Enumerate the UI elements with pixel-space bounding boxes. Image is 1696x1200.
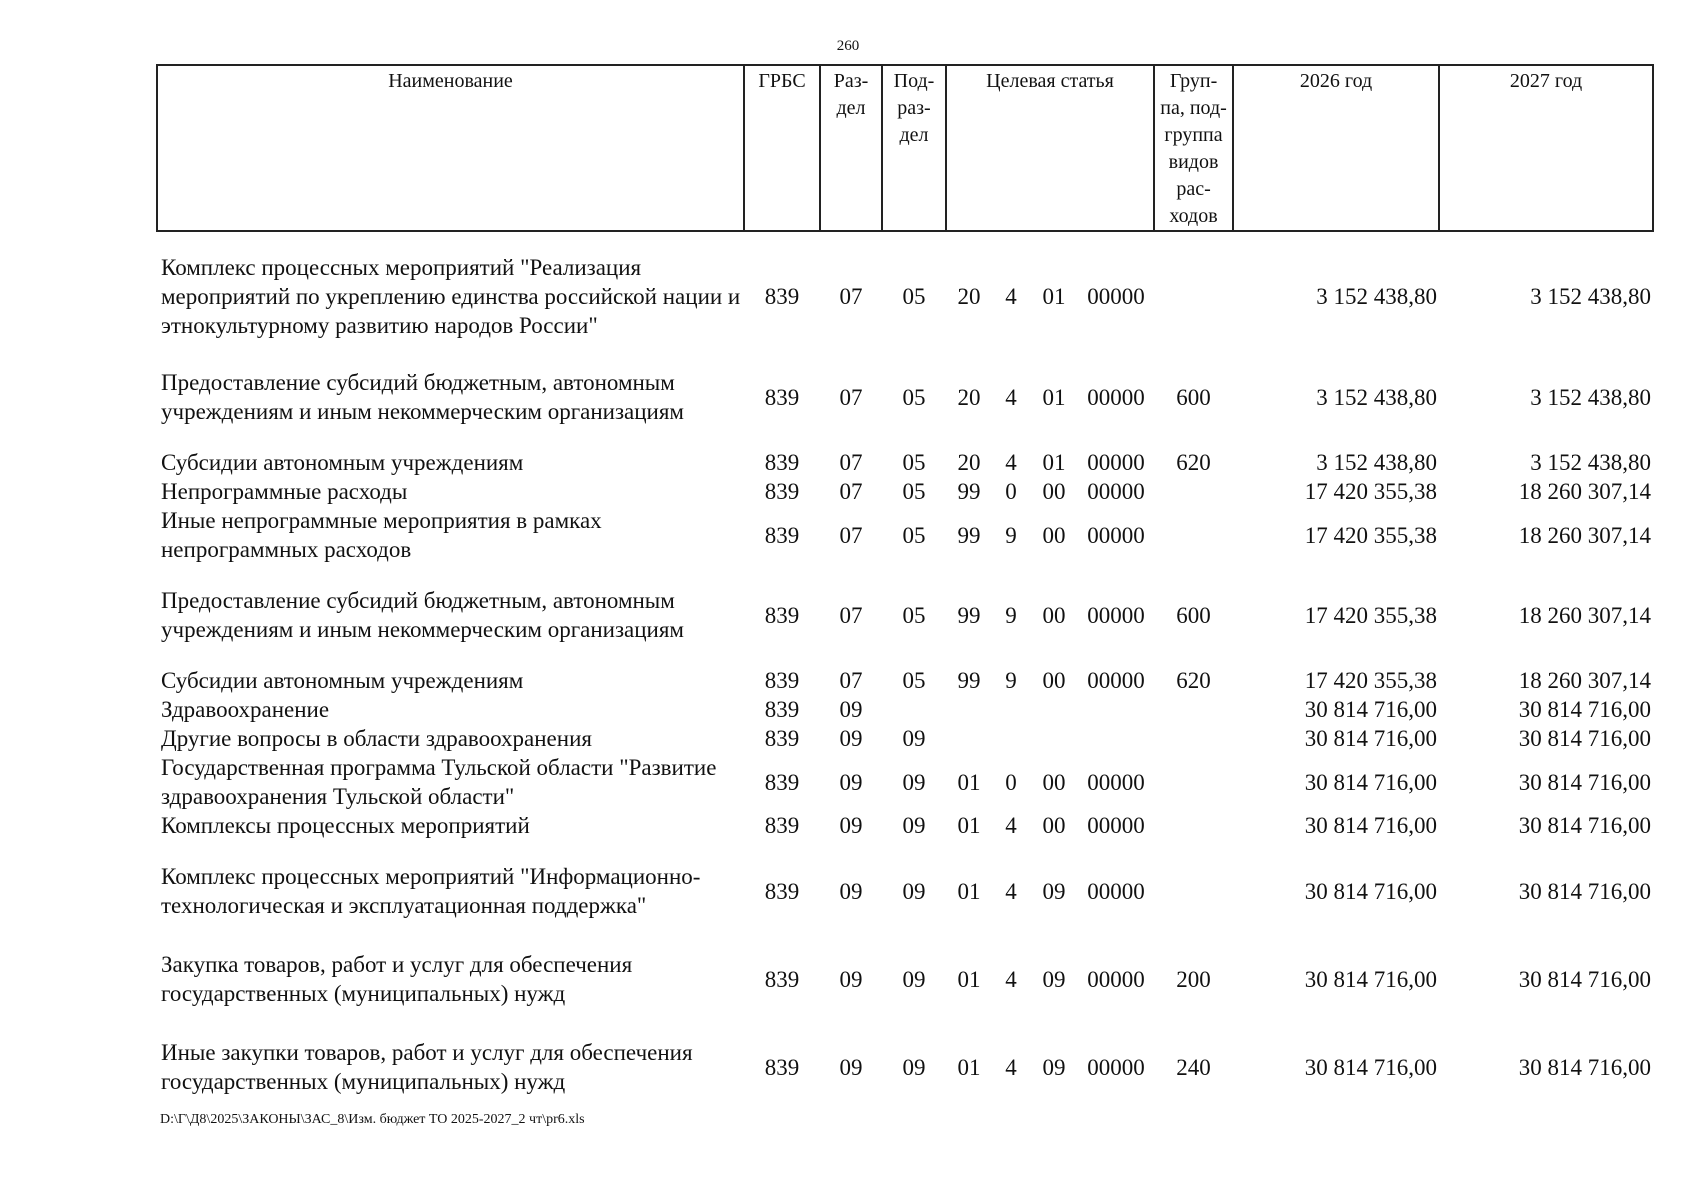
row-target-program: 01 (957, 813, 981, 838)
row-expense-group: 620 (1176, 668, 1211, 693)
table-row (157, 1030, 1653, 1104)
row-expense-group: 240 (1176, 1054, 1211, 1080)
row-amount-2026: 30 814 716,00 (1304, 878, 1438, 904)
row-subsection: 05 (902, 450, 926, 475)
row-name: Комплекс процессных мероприятий "Информационно-технологическая и эксплуатационная поддержка" (161, 864, 701, 918)
row-expense-group (1154, 724, 1233, 753)
row-amount-2027: 3 152 438,80 (1530, 384, 1652, 410)
row-spacer-cell (157, 231, 1653, 246)
row-expense-group: 200 (1176, 966, 1211, 992)
table-row (157, 506, 1653, 564)
row-target-program (946, 724, 992, 753)
row-amount-2027: 30 814 716,00 (1518, 697, 1652, 722)
row-subsection: 09 (902, 1054, 926, 1080)
row-amount-2027: 18 260 307,14 (1518, 479, 1652, 504)
row-subsection: 09 (902, 878, 926, 904)
row-grbs: 839 (764, 966, 800, 992)
row-target-item: 00 (1042, 769, 1066, 795)
row-amount-2026: 3 152 438,80 (1316, 450, 1438, 475)
row-target-item: 00 (1042, 813, 1066, 838)
row-subsection: 05 (902, 668, 926, 693)
table-row (157, 753, 1653, 811)
row-target-direction: 00000 (1087, 966, 1145, 992)
row-subsection: 09 (902, 813, 926, 838)
budget-table (156, 64, 1654, 1104)
row-section: 09 (839, 769, 863, 795)
row-target-type: 4 (1005, 966, 1017, 992)
row-name: Здравоохранение (161, 697, 330, 722)
row-target-type: 9 (1005, 602, 1017, 628)
row-section: 09 (839, 726, 863, 751)
row-target-type: 4 (1005, 450, 1017, 475)
row-subsection: 09 (902, 966, 926, 992)
row-amount-2027: 30 814 716,00 (1518, 726, 1652, 751)
row-amount-2026: 17 420 355,38 (1304, 668, 1438, 693)
row-subsection: 09 (902, 769, 926, 795)
row-section: 07 (839, 283, 863, 309)
page-number: 260 (836, 38, 860, 54)
row-target-program: 20 (957, 450, 981, 475)
table-row (157, 854, 1653, 928)
row-spacer (157, 840, 1653, 854)
row-amount-2026: 30 814 716,00 (1304, 726, 1438, 751)
row-name: Непрограммные расходы (161, 479, 408, 504)
row-section: 09 (839, 813, 863, 838)
row-target-item: 01 (1042, 450, 1066, 475)
row-section: 07 (839, 522, 863, 548)
row-target-item: 00 (1042, 522, 1066, 548)
row-spacer-cell (157, 564, 1653, 578)
file-path-footer: D:\Г\Д8\2025\ЗАКОНЫ\ЗАС_8\Изм. бюджет ТО 2025-2027_2 чт\pr6.xls (160, 1112, 585, 1127)
row-grbs: 839 (764, 769, 800, 795)
row-target-direction: 00000 (1087, 450, 1145, 475)
row-spacer (157, 1016, 1653, 1030)
row-target-item: 01 (1042, 384, 1066, 410)
row-name: Субсидии автономным учреждениям (161, 668, 524, 693)
row-target-item: 09 (1042, 966, 1066, 992)
row-spacer (157, 652, 1653, 666)
row-spacer (157, 434, 1653, 448)
row-spacer-cell (157, 434, 1653, 448)
row-amount-2026: 17 420 355,38 (1304, 522, 1438, 548)
row-grbs: 839 (764, 522, 800, 548)
row-target-item: 00 (1042, 668, 1066, 693)
row-target-item: 01 (1042, 283, 1066, 309)
row-amount-2027: 3 152 438,80 (1530, 450, 1652, 475)
row-target-item: 09 (1042, 878, 1066, 904)
table-row (157, 811, 1653, 840)
table-header (157, 65, 1653, 231)
row-target-program: 99 (957, 479, 981, 504)
row-subsection: 05 (902, 283, 926, 309)
row-target-type: 0 (1005, 479, 1017, 504)
row-amount-2027: 18 260 307,14 (1518, 668, 1652, 693)
row-target-direction: 00000 (1087, 813, 1145, 838)
row-name: Предоставление субсидий бюджетным, автономным учреждениям и иным некоммерческим организациям (161, 370, 684, 424)
header-grbs: ГРБС (744, 65, 820, 231)
row-target-type: 4 (1005, 283, 1017, 309)
row-spacer-cell (157, 1016, 1653, 1030)
row-target-item: 00 (1042, 479, 1066, 504)
row-expense-group: 600 (1176, 384, 1211, 410)
row-target-item: 00 (1042, 602, 1066, 628)
header-year-2026: 2026 год (1233, 65, 1439, 231)
row-amount-2027: 18 260 307,14 (1518, 602, 1652, 628)
row-subsection: 05 (902, 384, 926, 410)
row-target-program (946, 695, 992, 724)
row-target-type (992, 724, 1030, 753)
row-name: Иные закупки товаров, работ и услуг для обеспечения государственных (муниципальных) нужд (161, 1040, 693, 1094)
row-grbs: 839 (764, 479, 800, 504)
row-target-type: 4 (1005, 878, 1017, 904)
row-target-program: 01 (957, 769, 981, 795)
header-name: Наименование (157, 65, 744, 231)
row-target-direction: 00000 (1087, 1054, 1145, 1080)
row-target-program: 20 (957, 384, 981, 410)
table-row (157, 942, 1653, 1016)
row-expense-group (1154, 811, 1233, 840)
row-section: 07 (839, 479, 863, 504)
row-section: 07 (839, 450, 863, 475)
row-target-type: 0 (1005, 769, 1017, 795)
row-amount-2026: 30 814 716,00 (1304, 813, 1438, 838)
header-year-2027: 2027 год (1439, 65, 1653, 231)
header-subsection: Под- раз- дел (882, 65, 946, 231)
row-expense-group (1154, 695, 1233, 724)
row-target-program: 20 (957, 283, 981, 309)
row-target-direction (1078, 695, 1154, 724)
row-target-program: 99 (957, 602, 981, 628)
row-subsection: 09 (902, 726, 926, 751)
row-section: 09 (839, 878, 863, 904)
row-grbs: 839 (764, 602, 800, 628)
table-row (157, 360, 1653, 434)
row-target-direction: 00000 (1087, 522, 1145, 548)
row-expense-group (1154, 246, 1233, 346)
row-subsection: 05 (902, 602, 926, 628)
row-target-type (992, 695, 1030, 724)
row-target-program: 01 (957, 966, 981, 992)
row-spacer-cell (157, 652, 1653, 666)
row-amount-2026: 17 420 355,38 (1304, 602, 1438, 628)
row-target-direction: 00000 (1087, 878, 1145, 904)
row-target-program: 01 (957, 1054, 981, 1080)
row-grbs: 839 (764, 384, 800, 410)
row-spacer-cell (157, 840, 1653, 854)
row-name: Предоставление субсидий бюджетным, автономным учреждениям и иным некоммерческим организациям (161, 588, 684, 642)
row-expense-group (1154, 753, 1233, 811)
row-section: 07 (839, 668, 863, 693)
row-amount-2026: 3 152 438,80 (1316, 283, 1438, 309)
row-name: Закупка товаров, работ и услуг для обеспечения государственных (муниципальных) нужд (161, 952, 633, 1006)
row-expense-group (1154, 477, 1233, 506)
row-grbs: 839 (764, 283, 800, 309)
table-row (157, 724, 1653, 753)
row-subsection: 05 (902, 479, 926, 504)
row-target-item (1030, 724, 1078, 753)
table-row (157, 695, 1653, 724)
table-row (157, 578, 1653, 652)
row-amount-2027: 30 814 716,00 (1518, 1054, 1652, 1080)
row-name: Другие вопросы в области здравоохранения (161, 726, 592, 751)
row-target-direction: 00000 (1087, 283, 1145, 309)
row-amount-2026: 3 152 438,80 (1316, 384, 1438, 410)
row-grbs: 839 (764, 878, 800, 904)
row-subsection (882, 695, 946, 724)
row-target-direction: 00000 (1087, 602, 1145, 628)
row-name: Иные непрограммные мероприятия в рамках непрограммных расходов (161, 508, 602, 562)
row-target-direction (1078, 724, 1154, 753)
row-target-type: 9 (1005, 668, 1017, 693)
row-target-direction: 00000 (1087, 479, 1145, 504)
row-grbs: 839 (764, 726, 800, 751)
row-section: 09 (839, 966, 863, 992)
row-amount-2026: 17 420 355,38 (1304, 479, 1438, 504)
row-section: 09 (839, 1054, 863, 1080)
row-name: Субсидии автономным учреждениям (161, 450, 524, 475)
row-target-program: 99 (957, 522, 981, 548)
row-amount-2027: 30 814 716,00 (1518, 813, 1652, 838)
row-name: Комплекс процессных мероприятий "Реализация мероприятий по укреплению единства российской нации и этнокультурному развитию народов России" (161, 254, 741, 338)
header-target-article: Целевая статья (946, 65, 1154, 231)
header-section: Раз- дел (820, 65, 882, 231)
row-section: 07 (839, 602, 863, 628)
table-body (157, 231, 1653, 1104)
row-target-type: 9 (1005, 522, 1017, 548)
table-row (157, 246, 1653, 346)
row-amount-2027: 30 814 716,00 (1518, 966, 1652, 992)
row-spacer (157, 346, 1653, 360)
table-row (157, 477, 1653, 506)
table-row (157, 666, 1653, 695)
row-spacer (157, 928, 1653, 942)
row-spacer-cell (157, 346, 1653, 360)
row-target-program: 01 (957, 878, 981, 904)
row-expense-group: 600 (1176, 602, 1211, 628)
row-amount-2027: 30 814 716,00 (1518, 878, 1652, 904)
table-row (157, 448, 1653, 477)
row-amount-2027: 3 152 438,80 (1530, 283, 1652, 309)
row-amount-2026: 30 814 716,00 (1304, 1054, 1438, 1080)
row-spacer-cell (157, 928, 1653, 942)
row-section: 07 (839, 384, 863, 410)
row-grbs: 839 (764, 697, 800, 722)
row-target-program: 99 (957, 668, 981, 693)
header-expense-group: Груп- па, под- группа видов рас- ходов (1154, 65, 1233, 231)
row-spacer (157, 231, 1653, 246)
row-grbs: 839 (764, 450, 800, 475)
row-target-item: 09 (1042, 1054, 1066, 1080)
row-expense-group (1154, 854, 1233, 928)
row-target-direction: 00000 (1087, 384, 1145, 410)
row-name: Государственная программа Тульской области "Развитие здравоохранения Тульской области" (161, 755, 717, 809)
row-amount-2026: 30 814 716,00 (1304, 966, 1438, 992)
row-target-item (1030, 695, 1078, 724)
row-section: 09 (839, 697, 863, 722)
row-target-type: 4 (1005, 1054, 1017, 1080)
row-target-direction: 00000 (1087, 769, 1145, 795)
row-target-direction: 00000 (1087, 668, 1145, 693)
row-expense-group (1154, 506, 1233, 564)
row-target-type: 4 (1005, 813, 1017, 838)
row-target-type: 4 (1005, 384, 1017, 410)
row-amount-2027: 18 260 307,14 (1518, 522, 1652, 548)
row-amount-2027: 30 814 716,00 (1518, 769, 1652, 795)
row-subsection: 05 (902, 522, 926, 548)
row-amount-2026: 30 814 716,00 (1304, 697, 1438, 722)
row-spacer (157, 564, 1653, 578)
row-grbs: 839 (764, 668, 800, 693)
row-grbs: 839 (764, 813, 800, 838)
row-amount-2026: 30 814 716,00 (1304, 769, 1438, 795)
row-grbs: 839 (764, 1054, 800, 1080)
row-expense-group: 620 (1176, 450, 1211, 475)
row-name: Комплексы процессных мероприятий (161, 813, 530, 838)
